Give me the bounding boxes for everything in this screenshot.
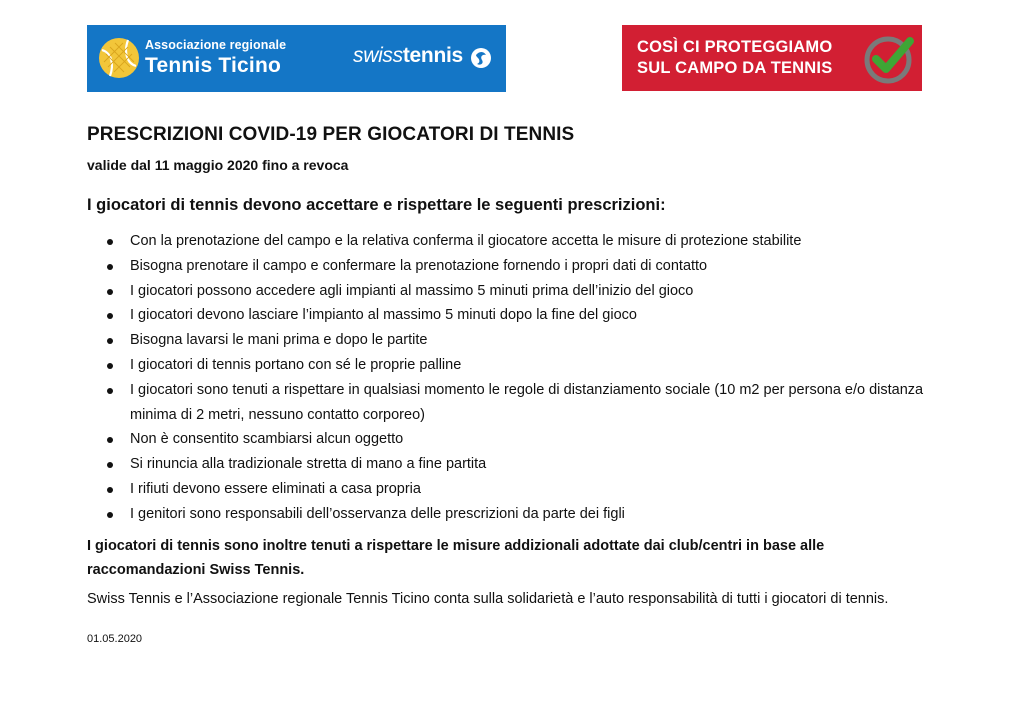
list-item <box>87 378 967 428</box>
bullet-icon <box>107 512 113 518</box>
document-date: 01.05.2020 <box>87 633 143 645</box>
protection-slogan <box>637 37 832 79</box>
tennis-ball-icon <box>98 37 140 79</box>
protection-banner <box>622 25 922 91</box>
bullet-icon <box>107 363 113 369</box>
rule-text: Si rinuncia alla tradizionale stretta di mano a fine partita <box>130 456 487 473</box>
list-item <box>87 353 967 378</box>
rule-text: I giocatori di tennis portano con sé le proprie palline <box>130 356 462 373</box>
list-item <box>87 279 967 304</box>
bullet-icon <box>107 388 113 394</box>
rule-text: I giocatori devono lasciare l’impianto al massimo 5 minuti dopo la fine del gioco <box>130 307 637 324</box>
swisstennis-logo <box>353 45 463 66</box>
swisstennis-mark-icon <box>470 47 492 69</box>
assoc-logo-text <box>145 39 286 76</box>
closing-statement: Swiss Tennis e l’Associazione regionale Tennis Ticino conta sulla solidarietà e l’auto responsabilità di tutti i giocatori di tennis. <box>87 591 889 607</box>
rule-text: Non è consentito scambiarsi alcun oggetto <box>130 431 404 448</box>
slogan-line2: SUL CAMPO DA TENNIS <box>637 59 833 77</box>
list-item <box>87 427 967 452</box>
slogan-line1: COSÌ CI PROTEGGIAMO <box>637 38 833 56</box>
list-item <box>87 303 967 328</box>
rule-text: I genitori sono responsabili dell’osservanza delle prescrizioni da parte dei figli <box>130 505 625 522</box>
assoc-name-line2: Tennis Ticino <box>145 53 282 77</box>
brand-tennis: tennis <box>402 44 463 67</box>
list-item <box>87 502 967 527</box>
rules-intro: I giocatori di tennis devono accettare e rispettare le seguenti prescrizioni: <box>87 196 666 214</box>
list-item <box>87 229 967 254</box>
bullet-icon <box>107 462 113 468</box>
rule-text: Bisogna lavarsi le mani prima e dopo le partite <box>130 332 428 349</box>
brand-swiss: swiss <box>353 44 403 67</box>
list-item <box>87 452 967 477</box>
tennis-ticino-banner <box>87 25 506 92</box>
assoc-name-line1: Associazione regionale <box>145 38 287 52</box>
check-circle-icon <box>862 30 918 86</box>
document-title: PRESCRIZIONI COVID-19 PER GIOCATORI DI TENNIS <box>87 124 575 145</box>
rule-text: I rifiuti devono essere eliminati a casa propria <box>130 480 421 497</box>
rule-text: I giocatori sono tenuti a rispettare in qualsiasi momento le regole di distanziamento sociale (10 m2 per persona e/o distanza minima di 2 metri, nessuno contatto corporeo) <box>130 381 924 423</box>
document-subtitle: valide dal 11 maggio 2020 fino a revoca <box>87 157 349 173</box>
list-item <box>87 254 967 279</box>
rule-text: Con la prenotazione del campo e la relativa conferma il giocatore accetta le misure di protezione stabilite <box>130 233 802 249</box>
bullet-icon <box>107 437 113 443</box>
additional-measures: I giocatori di tennis sono inoltre tenuti a rispettare le misure addizionali adottate dai club/centri in base alle raccomandazioni Swiss Tennis. <box>87 538 825 578</box>
bullet-icon <box>107 289 113 295</box>
bullet-icon <box>107 487 113 493</box>
list-item <box>87 328 967 353</box>
list-item <box>87 477 967 502</box>
rule-text: I giocatori possono accedere agli impianti al massimo 5 minuti prima dell’inizio del gioco <box>130 282 694 299</box>
bullet-icon <box>107 264 113 270</box>
rule-text: Bisogna prenotare il campo e confermare la prenotazione fornendo i propri dati di contatto <box>130 257 708 274</box>
bullet-icon <box>107 313 113 319</box>
bullet-icon <box>107 239 113 245</box>
rules-list <box>87 229 967 527</box>
bullet-icon <box>107 338 113 344</box>
